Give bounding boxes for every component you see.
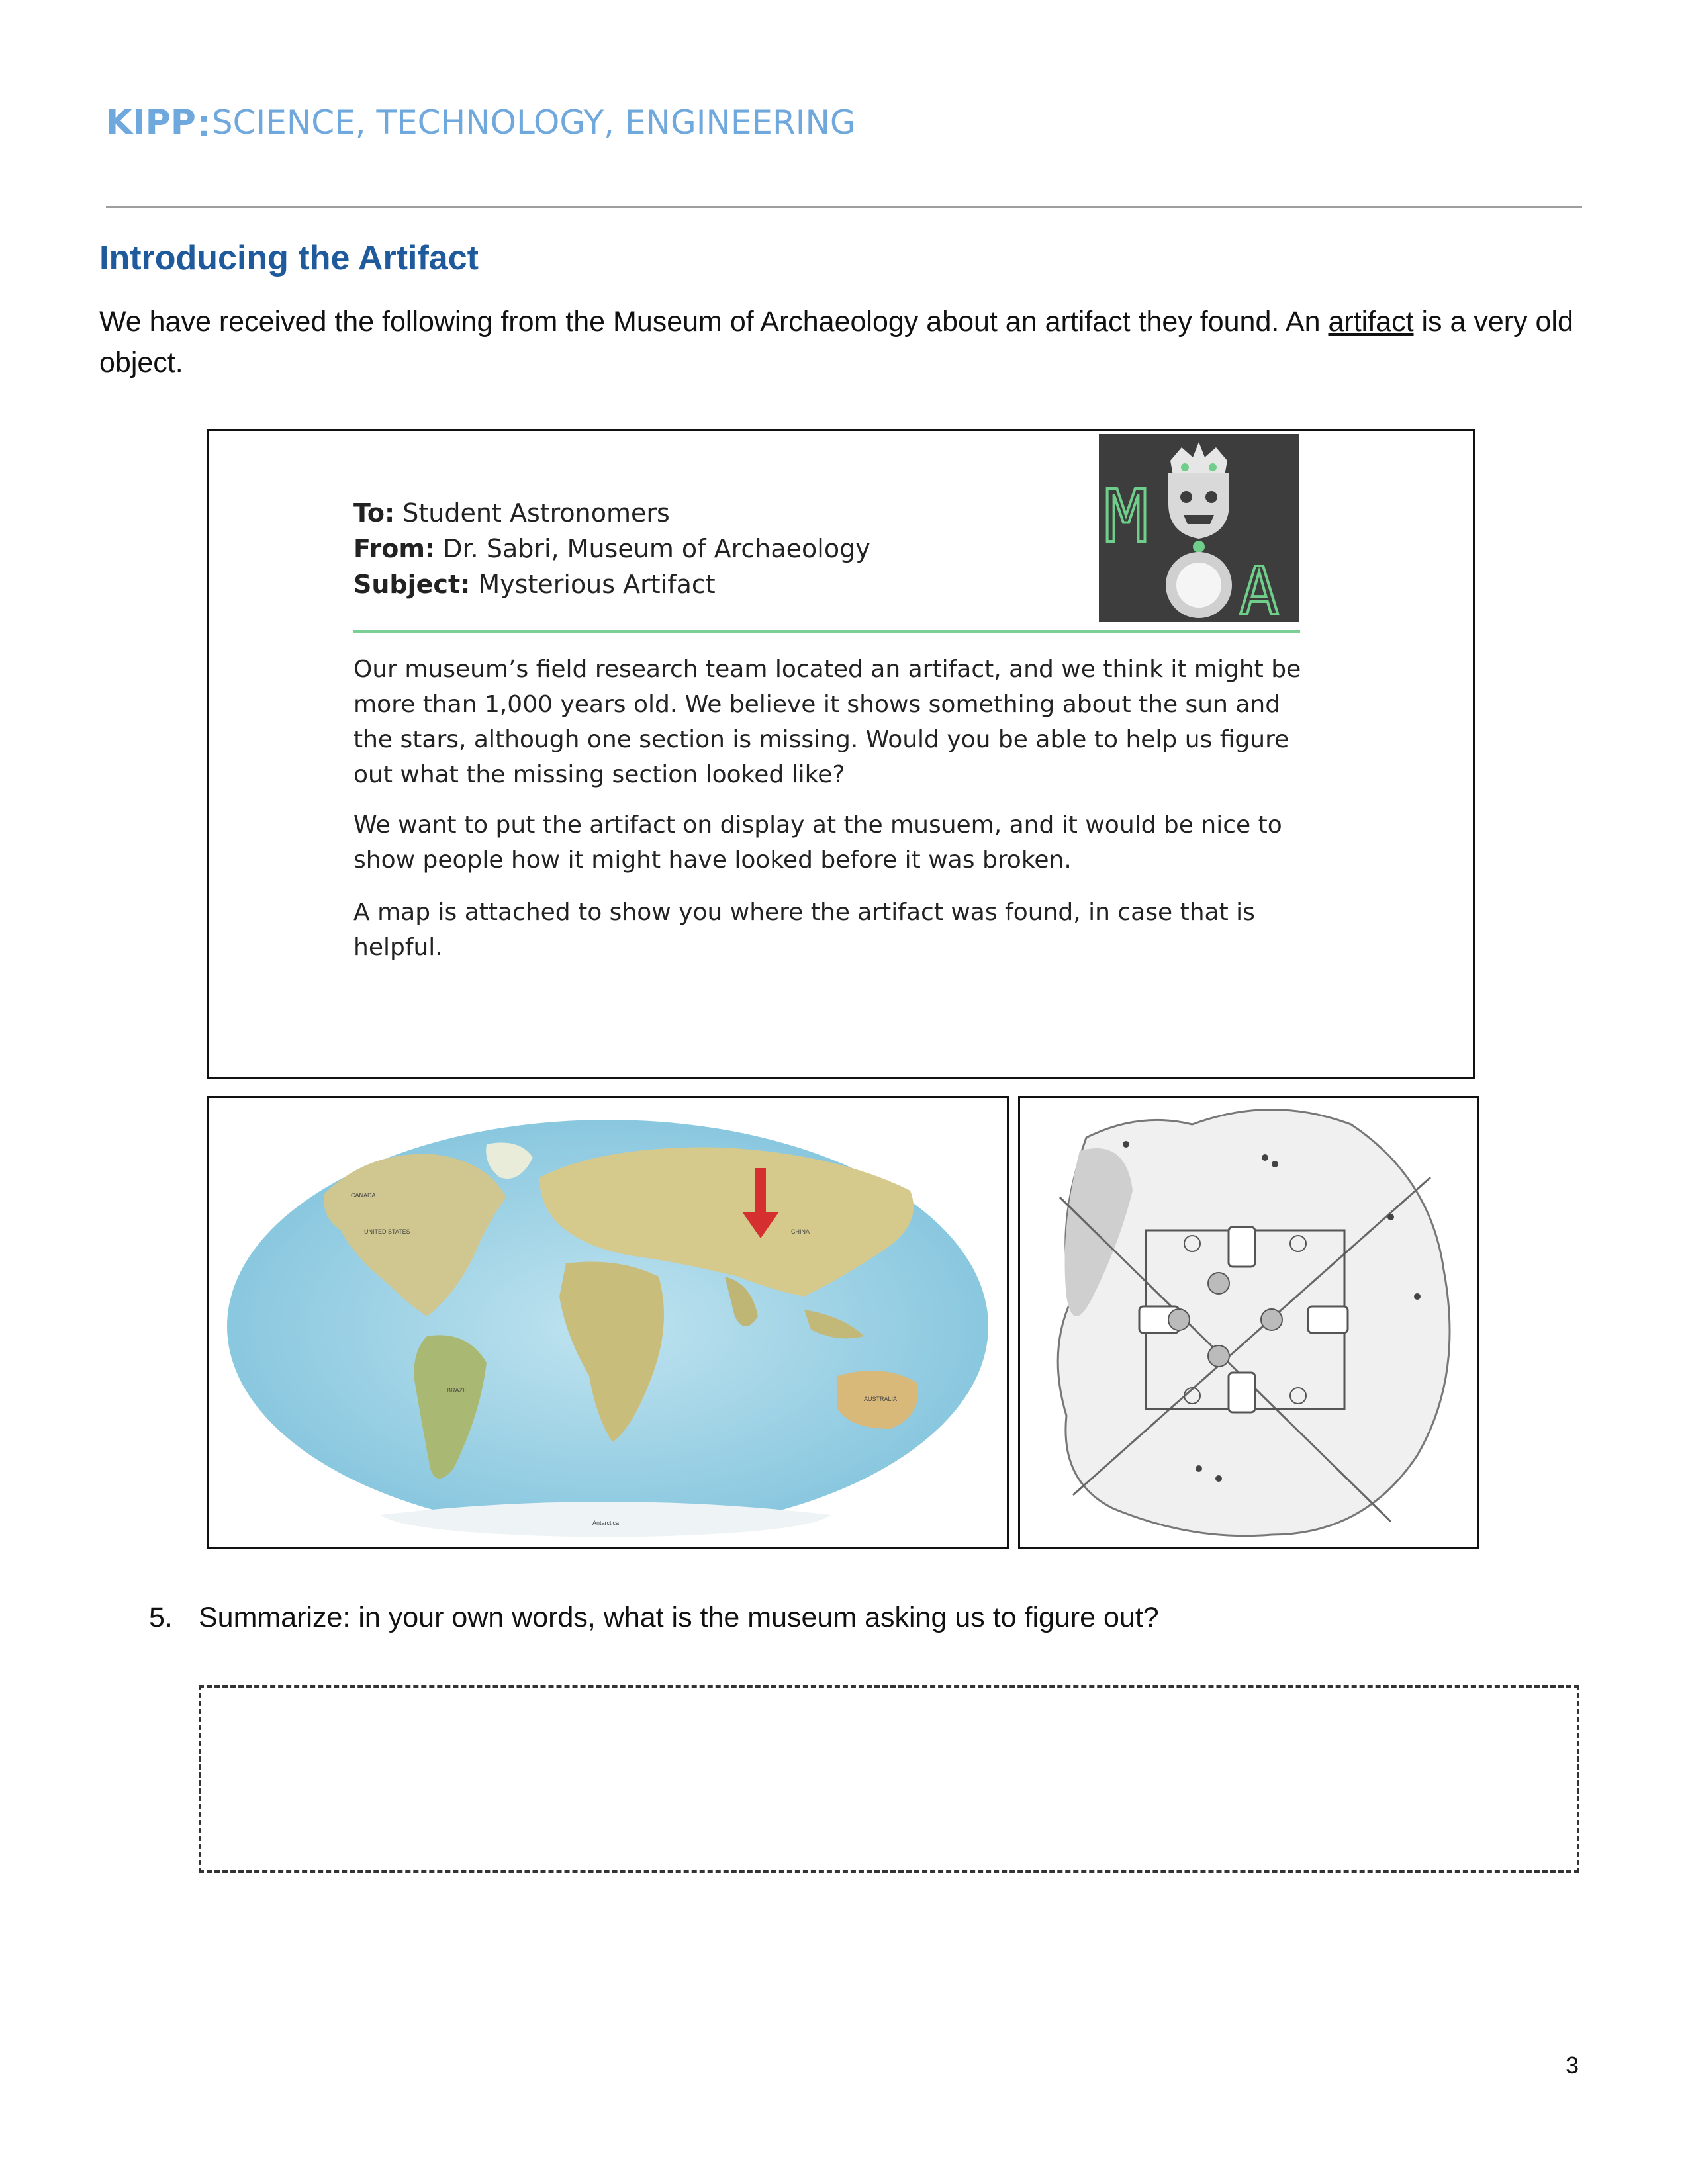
question-text: Summarize: in your own words, what is the museum asking us to figure out? (199, 1602, 1159, 1633)
letter-header (353, 495, 870, 602)
artifact-term: artifact (1328, 306, 1414, 338)
question-5 (149, 1602, 1159, 1634)
letter-to: To: Student Astronomers (353, 498, 670, 527)
map-label-brazil: BRAZIL (447, 1387, 468, 1394)
logo-letter-m: M (1104, 474, 1149, 559)
world-map (209, 1098, 1007, 1547)
museum-logo (1099, 434, 1299, 622)
world-map-panel (207, 1096, 1009, 1549)
section-title: Introducing the Artifact (99, 239, 479, 277)
map-label-canada: CANADA (351, 1192, 376, 1199)
intro-paragraph (99, 301, 1595, 383)
letter-paragraph-1: Our museum’s field research team located an artifact, and we think it might be more than 1,000 years old. We believe it shows something about the sun and the stars, although one section is missing. Would you be able to help us figure out what the missing section looked like? (353, 656, 1301, 788)
intro-text-before: We have received the following from the Museum of Archaeology about an artifact they found. An (99, 306, 1329, 338)
question-number: 5. (149, 1602, 173, 1633)
letter-paragraph-3: A map is attached to show you where the artifact was found, in case that is helpful. (353, 899, 1255, 961)
map-label-china: CHINA (791, 1228, 810, 1235)
page-number: 3 (1566, 2052, 1579, 2079)
header-subtitle: SCIENCE, TECHNOLOGY, ENGINEERING (211, 103, 856, 142)
letter-divider (353, 630, 1300, 633)
map-label-antarctica: Antarctica (592, 1520, 620, 1526)
artifact-image-panel (1018, 1096, 1479, 1549)
header-divider (106, 206, 1582, 208)
map-label-australia: AUSTRALIA (864, 1396, 898, 1402)
map-label-united-states: UNITED STATES (364, 1228, 410, 1235)
logo-letter-a: A (1239, 553, 1280, 622)
intro-text-after: is a very old object. (99, 306, 1573, 379)
artifact-drawing (1020, 1098, 1477, 1547)
letter-paragraph-2: We want to put the artifact on display at the musuem, and it would be nice to show people how it might have looked before it was broken. (353, 811, 1282, 874)
letter-from: From: Dr. Sabri, Museum of Archaeology (353, 534, 870, 563)
brand-separator: : (197, 100, 211, 145)
brand-name: KIPP (106, 103, 196, 142)
page-header (106, 99, 856, 146)
answer-box[interactable] (199, 1685, 1579, 1873)
letter-subject: Subject: Mysterious Artifact (353, 570, 716, 599)
